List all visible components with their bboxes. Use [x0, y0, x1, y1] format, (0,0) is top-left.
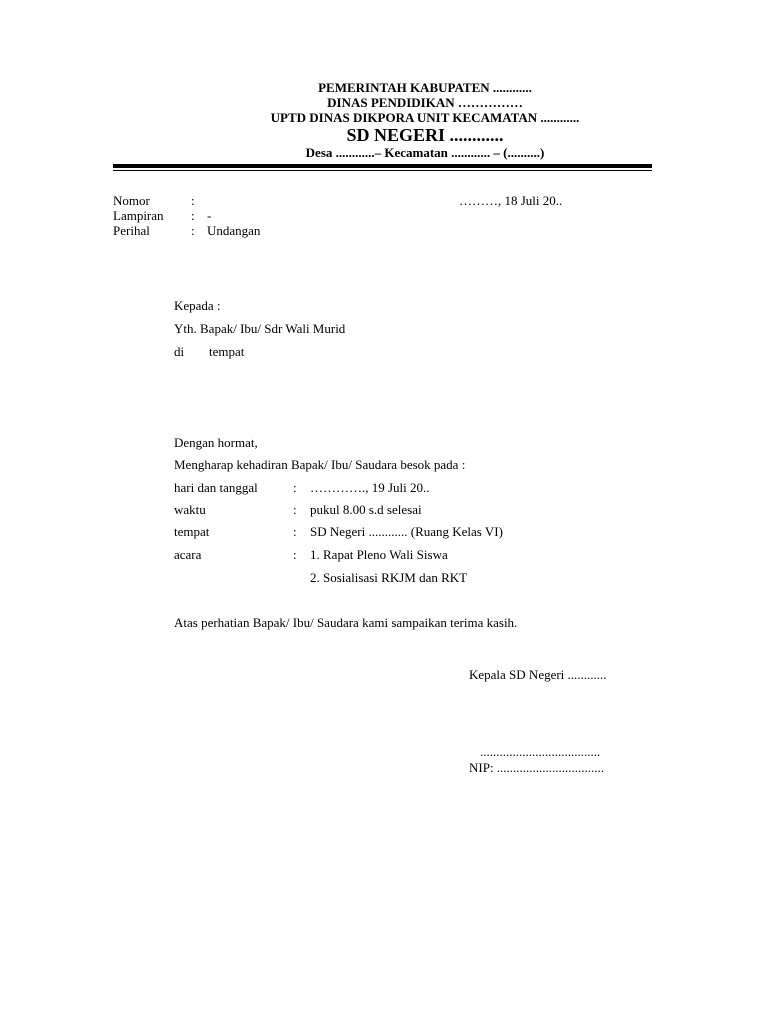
invitation-intro: Mengharap kehadiran Bapak/ Ibu/ Saudara besok pada :	[174, 457, 466, 472]
nomor-label: Nomor	[113, 193, 150, 208]
detail-colon: :	[293, 502, 297, 517]
letterhead-unit: UPTD DINAS DIKPORA UNIT KECAMATAN ............	[270, 110, 580, 125]
detail-value: …………., 19 Juli 20..	[310, 480, 430, 495]
detail-value: pukul 8.00 s.d selesai	[310, 502, 422, 517]
detail-colon: :	[293, 524, 297, 539]
recipient-place: tempat	[209, 344, 245, 359]
perihal-value: Undangan	[207, 223, 261, 238]
letterhead-address: Desa ............– Kecamatan ............ – (..........)	[305, 145, 545, 160]
lampiran-value: -	[207, 208, 212, 223]
agenda-item-2: 2. Sosialisasi RKJM dan RKT	[310, 570, 468, 585]
closing-text: Atas perhatian Bapak/ Ibu/ Saudara kami sampaikan terima kasih.	[174, 615, 518, 630]
detail-label: hari dan tanggal	[174, 480, 258, 495]
detail-label: acara	[174, 547, 202, 562]
letterhead-government: PEMERINTAH KABUPATEN ............	[318, 80, 532, 95]
detail-colon: :	[293, 547, 297, 562]
detail-value: SD Negeri ............ (Ruang Kelas VI)	[310, 524, 503, 539]
letterhead-department: DINAS PENDIDIKAN ……………	[327, 95, 523, 110]
greeting: Dengan hormat,	[174, 435, 258, 450]
letterhead-school-name: SD NEGERI ............	[346, 125, 504, 145]
perihal-colon: :	[191, 223, 195, 238]
signature-nip: NIP: .................................	[469, 760, 605, 775]
lampiran-label: Lampiran	[113, 208, 164, 223]
nomor-colon: :	[191, 193, 195, 208]
letterhead-rule-thin	[113, 170, 652, 171]
detail-label: waktu	[174, 502, 206, 517]
recipient-name: Yth. Bapak/ Ibu/ Sdr Wali Murid	[174, 321, 346, 336]
signature-title: Kepala SD Negeri ............	[469, 667, 607, 682]
recipient-kepada: Kepada :	[174, 298, 221, 313]
detail-value: 1. Rapat Pleno Wali Siswa	[310, 547, 448, 562]
letterhead-rule-thick	[113, 164, 652, 168]
recipient-di: di	[174, 344, 185, 359]
detail-label: tempat	[174, 524, 210, 539]
letterhead	[100, 80, 750, 160]
letter-date: ………, 18 Juli 20..	[459, 193, 563, 208]
signature-name-line: .....................................	[480, 744, 601, 759]
detail-colon: :	[293, 480, 297, 495]
perihal-label: Perihal	[113, 223, 150, 238]
lampiran-colon: :	[191, 208, 195, 223]
